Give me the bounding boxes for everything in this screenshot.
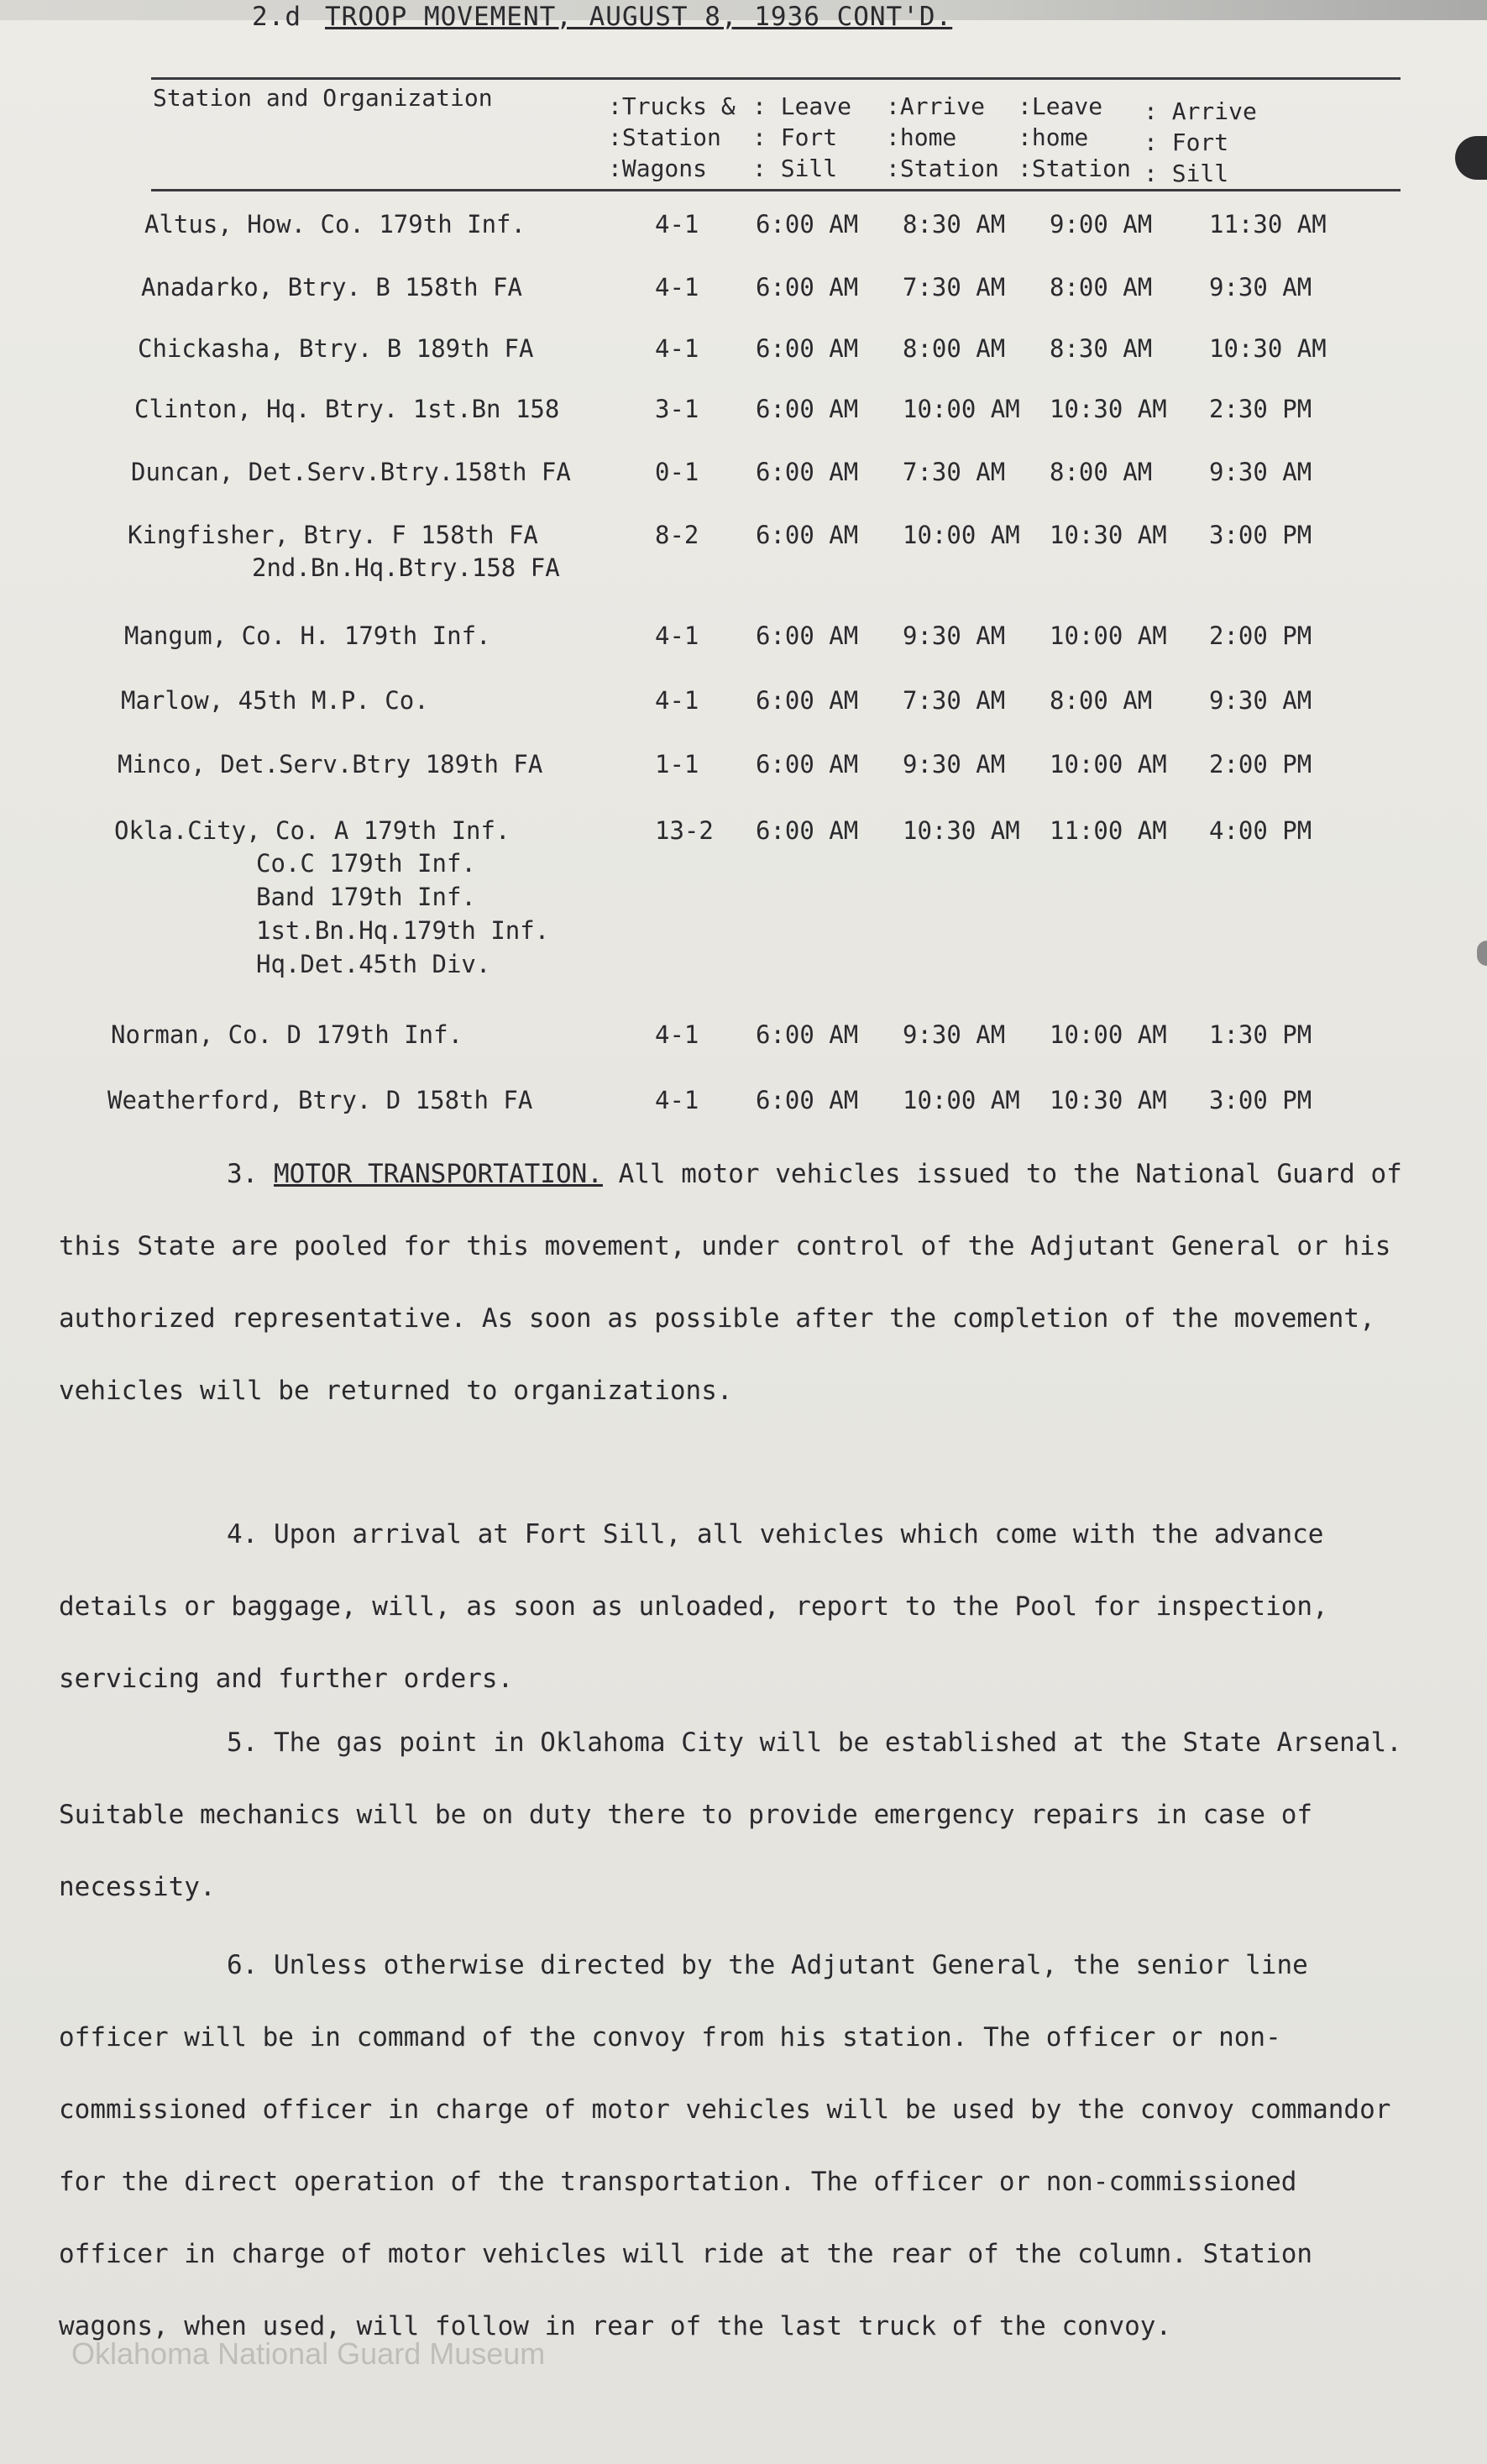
leave-fort-cell: 6:00 AM bbox=[756, 750, 859, 779]
trucks-cell: 3-1 bbox=[655, 395, 699, 423]
trucks-cell: 4-1 bbox=[655, 686, 699, 715]
paragraph-number: 3. bbox=[227, 1159, 259, 1189]
leave-home-cell: 8:30 AM bbox=[1050, 334, 1153, 363]
station-cell: Anadarko, Btry. B 158th FA bbox=[141, 273, 522, 301]
trucks-cell: 4-1 bbox=[655, 334, 699, 363]
paragraph-text: Upon arrival at Fort Sill, all vehicles which come with the advance details or baggage, will, as soon as unloaded, report to the Pool for inspection, servicing and further orders. bbox=[59, 1519, 1328, 1694]
leave-fort-cell: 6:00 AM bbox=[756, 521, 859, 549]
arrive-fort-cell: 9:30 AM bbox=[1209, 458, 1312, 486]
station-sub-line: Hq.Det.45th Div. bbox=[256, 950, 491, 978]
arrive-fort-cell: 2:00 PM bbox=[1209, 750, 1312, 779]
col-header-line: :Station bbox=[886, 155, 999, 182]
table-header-rule bbox=[151, 189, 1401, 191]
leave-fort-cell: 6:00 AM bbox=[756, 816, 859, 845]
leave-home-cell: 10:00 AM bbox=[1050, 621, 1167, 650]
col-header-line: : Sill bbox=[1144, 160, 1229, 187]
table-row bbox=[0, 458, 1487, 508]
paragraph-4 bbox=[59, 1498, 1419, 1715]
page-title: TROOP MOVEMENT, AUGUST 8, 1936 CONT'D. bbox=[325, 2, 953, 32]
col-leave-home-header bbox=[1018, 91, 1131, 184]
leave-fort-cell: 6:00 AM bbox=[756, 1020, 859, 1049]
arrive-home-cell: 9:30 AM bbox=[903, 1020, 1006, 1049]
col-header-line: :Wagons bbox=[608, 155, 708, 182]
trucks-cell: 4-1 bbox=[655, 1020, 699, 1049]
table-row bbox=[0, 210, 1487, 260]
col-header-line: :home bbox=[886, 123, 957, 151]
leave-home-cell: 8:00 AM bbox=[1050, 686, 1153, 715]
station-cell: Altus, How. Co. 179th Inf. bbox=[144, 210, 526, 239]
page-heading bbox=[252, 2, 952, 32]
arrive-home-cell: 9:30 AM bbox=[903, 621, 1006, 650]
paragraph-number: 5. bbox=[227, 1727, 259, 1758]
leave-fort-cell: 6:00 AM bbox=[756, 210, 859, 239]
arrive-fort-cell: 2:30 PM bbox=[1209, 395, 1312, 423]
arrive-home-cell: 10:00 AM bbox=[903, 1086, 1020, 1114]
table-row bbox=[0, 621, 1487, 672]
trucks-cell: 4-1 bbox=[655, 210, 699, 239]
leave-home-cell: 10:00 AM bbox=[1050, 1020, 1167, 1049]
watermark: Oklahoma National Guard Museum bbox=[71, 2336, 546, 2371]
table-row bbox=[0, 521, 1487, 582]
leave-home-cell: 10:30 AM bbox=[1050, 1086, 1167, 1114]
leave-fort-cell: 6:00 AM bbox=[756, 273, 859, 301]
table-row bbox=[0, 816, 1487, 978]
arrive-fort-cell: 9:30 AM bbox=[1209, 273, 1312, 301]
punch-hole-lower bbox=[1477, 941, 1487, 966]
station-sub-line: 1st.Bn.Hq.179th Inf. bbox=[256, 916, 550, 945]
arrive-fort-cell: 4:00 PM bbox=[1209, 816, 1312, 845]
leave-fort-cell: 6:00 AM bbox=[756, 686, 859, 715]
arrive-home-cell: 10:30 AM bbox=[903, 816, 1020, 845]
paragraph-5 bbox=[59, 1706, 1419, 1923]
arrive-fort-cell: 1:30 PM bbox=[1209, 1020, 1312, 1049]
trucks-cell: 8-2 bbox=[655, 521, 699, 549]
col-header-line: :Station bbox=[1018, 155, 1131, 182]
col-station-header bbox=[153, 82, 493, 113]
arrive-home-cell: 10:00 AM bbox=[903, 395, 1020, 423]
arrive-home-cell: 7:30 AM bbox=[903, 458, 1006, 486]
station-cell: Clinton, Hq. Btry. 1st.Bn 158 bbox=[134, 395, 560, 423]
paragraph-6 bbox=[59, 1929, 1419, 2362]
col-header-line: Station and Organization bbox=[153, 84, 493, 112]
station-sub-line: 2nd.Bn.Hq.Btry.158 FA bbox=[252, 553, 560, 582]
leave-home-cell: 10:00 AM bbox=[1050, 750, 1167, 779]
arrive-home-cell: 8:30 AM bbox=[903, 210, 1006, 239]
leave-fort-cell: 6:00 AM bbox=[756, 458, 859, 486]
arrive-fort-cell: 3:00 PM bbox=[1209, 521, 1312, 549]
station-sub-line: Band 179th Inf. bbox=[256, 883, 476, 911]
paragraph-text: The gas point in Oklahoma City will be established at the State Arsenal. Suitable mechanics will be on duty there to provide emergency repairs in case of necessity. bbox=[59, 1727, 1402, 1902]
trucks-cell: 0-1 bbox=[655, 458, 699, 486]
station-cell: Kingfisher, Btry. F 158th FA bbox=[128, 521, 538, 549]
paragraph-3 bbox=[59, 1138, 1419, 1427]
station-cell: Weatherford, Btry. D 158th FA bbox=[107, 1086, 533, 1114]
arrive-fort-cell: 2:00 PM bbox=[1209, 621, 1312, 650]
table-row bbox=[0, 1086, 1487, 1136]
leave-fort-cell: 6:00 AM bbox=[756, 334, 859, 363]
station-cell: Okla.City, Co. A 179th Inf. bbox=[114, 816, 511, 845]
arrive-fort-cell: 10:30 AM bbox=[1209, 334, 1327, 363]
leave-home-cell: 8:00 AM bbox=[1050, 273, 1153, 301]
col-header-line: : Arrive bbox=[1144, 97, 1257, 125]
station-cell: Minco, Det.Serv.Btry 189th FA bbox=[118, 750, 543, 779]
col-header-line: :Arrive bbox=[886, 92, 986, 120]
arrive-home-cell: 7:30 AM bbox=[903, 686, 1006, 715]
leave-home-cell: 8:00 AM bbox=[1050, 458, 1153, 486]
col-header-line: : Sill bbox=[752, 155, 838, 182]
table-row bbox=[0, 273, 1487, 323]
punch-hole bbox=[1455, 136, 1487, 180]
station-sub-line: Co.C 179th Inf. bbox=[256, 849, 476, 878]
arrive-home-cell: 9:30 AM bbox=[903, 750, 1006, 779]
col-header-line: :Leave bbox=[1018, 92, 1103, 120]
table-row bbox=[0, 1020, 1487, 1071]
col-header-line: :home bbox=[1018, 123, 1089, 151]
col-header-line: : Leave bbox=[752, 92, 852, 120]
arrive-fort-cell: 11:30 AM bbox=[1209, 210, 1327, 239]
leave-home-cell: 11:00 AM bbox=[1050, 816, 1167, 845]
station-cell: Norman, Co. D 179th Inf. bbox=[111, 1020, 463, 1049]
arrive-home-cell: 7:30 AM bbox=[903, 273, 1006, 301]
col-header-line: :Station bbox=[608, 123, 721, 151]
paragraph-number: 4. bbox=[227, 1519, 259, 1549]
trucks-cell: 4-1 bbox=[655, 1086, 699, 1114]
leave-home-cell: 10:30 AM bbox=[1050, 521, 1167, 549]
arrive-fort-cell: 9:30 AM bbox=[1209, 686, 1312, 715]
col-leave-fort-header bbox=[752, 91, 851, 184]
page-number: 2.d bbox=[252, 2, 301, 32]
table-row bbox=[0, 686, 1487, 737]
col-arrive-fort-header bbox=[1144, 96, 1257, 189]
station-cell: Chickasha, Btry. B 189th FA bbox=[138, 334, 534, 363]
paragraph-number: 6. bbox=[227, 1950, 259, 1980]
leave-fort-cell: 6:00 AM bbox=[756, 395, 859, 423]
leave-home-cell: 10:30 AM bbox=[1050, 395, 1167, 423]
table-row bbox=[0, 395, 1487, 445]
station-cell: Duncan, Det.Serv.Btry.158th FA bbox=[131, 458, 571, 486]
col-header-line: : Fort bbox=[1144, 128, 1229, 156]
arrive-home-cell: 8:00 AM bbox=[903, 334, 1006, 363]
paragraph-heading: MOTOR TRANSPORTATION. bbox=[274, 1159, 603, 1189]
leave-fort-cell: 6:00 AM bbox=[756, 1086, 859, 1114]
trucks-cell: 4-1 bbox=[655, 621, 699, 650]
col-trucks-header bbox=[608, 91, 736, 184]
trucks-cell: 13-2 bbox=[655, 816, 714, 845]
col-header-line: :Trucks & bbox=[608, 92, 736, 120]
paragraph-text: Unless otherwise directed by the Adjutant General, the senior line officer will be in command of the convoy from his station. The officer or non-commissioned officer in charge of motor vehicles will be used by the convoy commandor for the direct operation of the transportation. The officer or non-commissioned officer in charge of motor vehicles will ride at the rear of the column. Station wagons, when used, will follow in rear of the last truck of the convoy. bbox=[59, 1950, 1391, 2341]
col-header-line: : Fort bbox=[752, 123, 838, 151]
leave-home-cell: 9:00 AM bbox=[1050, 210, 1153, 239]
arrive-fort-cell: 3:00 PM bbox=[1209, 1086, 1312, 1114]
trucks-cell: 4-1 bbox=[655, 273, 699, 301]
leave-fort-cell: 6:00 AM bbox=[756, 621, 859, 650]
col-arrive-home-header bbox=[886, 91, 999, 184]
arrive-home-cell: 10:00 AM bbox=[903, 521, 1020, 549]
station-cell: Marlow, 45th M.P. Co. bbox=[121, 686, 429, 715]
table-top-rule bbox=[151, 77, 1401, 80]
paragraph-text: All motor vehicles issued to the National Guard of this State are pooled for this movement, under control of the Adjutant General or his authorized representative. As soon as possible after the completion of the movement, vehicles will be returned to organizations. bbox=[59, 1159, 1402, 1406]
trucks-cell: 1-1 bbox=[655, 750, 699, 779]
station-cell: Mangum, Co. H. 179th Inf. bbox=[124, 621, 491, 650]
table-row bbox=[0, 750, 1487, 800]
table-row bbox=[0, 334, 1487, 385]
